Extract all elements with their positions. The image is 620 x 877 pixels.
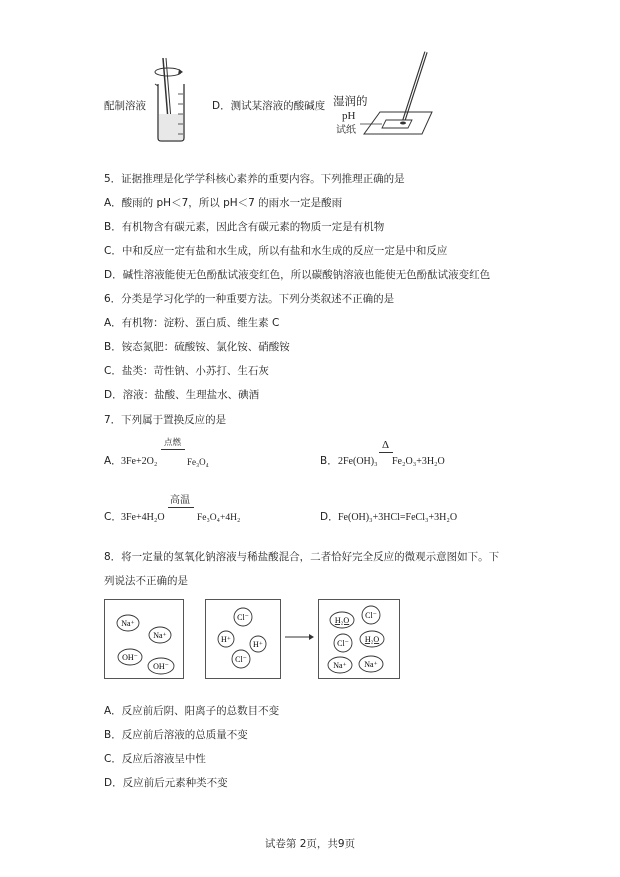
q6-option-b: B．铵态氮肥：硫酸铵、氯化铵、硝酸铵 bbox=[104, 341, 290, 353]
q8-stem-line-1: 8．将一定量的氢氧化钠溶液与稀盐酸混合，二者恰好完全反应的微观示意图如下。下 bbox=[104, 551, 500, 563]
q5-option-a: A．酸雨的 pH＜7，所以 pH＜7 的雨水一定是酸雨 bbox=[104, 197, 343, 209]
q6-option-c: C．盐类：苛性钠、小苏打、生石灰 bbox=[104, 365, 269, 377]
ion-na-2: Na⁺ bbox=[153, 631, 167, 640]
ion-na-4: Na⁺ bbox=[364, 660, 378, 669]
q7-option-b-products: Fe₂O₃+3H₂O bbox=[392, 456, 445, 467]
diagram-box-naoh-ions bbox=[104, 599, 184, 679]
ion-na-1: Na⁺ bbox=[121, 619, 135, 628]
q6-option-d: D．溶液：盐酸、生理盐水、碘酒 bbox=[104, 389, 260, 401]
q7-option-b-letter: B． bbox=[320, 455, 338, 467]
q8-option-a: A．反应前后阴、阳离子的总数目不变 bbox=[104, 705, 280, 717]
q7-option-a-products: Fe₃O₄ bbox=[187, 457, 209, 467]
option-c-label: 配制溶液 bbox=[104, 100, 146, 112]
ph-paper-label-2: pH bbox=[342, 110, 356, 122]
q6-stem: 6．分类是学习化学的一种重要方法。下列分类叙述不正确的是 bbox=[104, 293, 395, 305]
q5-option-b: B．有机物含有碳元素，因此含有碳元素的物质一定是有机物 bbox=[104, 221, 385, 233]
ion-cl-2: Cl⁻ bbox=[235, 655, 247, 664]
beaker-stirring-figure bbox=[150, 54, 200, 144]
q7-option-c-arrow-line bbox=[168, 507, 194, 508]
ph-paper-figure bbox=[360, 48, 440, 138]
q7-option-c-products: Fe₃O₄+4H₂ bbox=[197, 513, 241, 523]
ion-cl-1: Cl⁻ bbox=[237, 613, 249, 622]
q5-stem: 5．证据推理是化学学科核心素养的重要内容。下列推理正确的是 bbox=[104, 173, 405, 185]
q7-stem: 7．下列属于置换反应的是 bbox=[104, 414, 227, 426]
q6-option-a: A．有机物：淀粉、蛋白质、维生素 C bbox=[104, 317, 280, 329]
diagram-box-hcl-ions bbox=[205, 599, 281, 679]
q8-option-b: B．反应前后溶液的总质量不变 bbox=[104, 729, 248, 741]
diagram-box-product-particles bbox=[318, 599, 400, 679]
q7-option-b-arrow-line bbox=[379, 452, 393, 453]
q7-option-b-condition: Δ bbox=[382, 439, 390, 451]
q7-option-b-reactants: 2Fe(OH)₃ bbox=[338, 456, 378, 467]
q8-option-c: C．反应后溶液呈中性 bbox=[104, 753, 206, 765]
q8-stem-line-2: 列说法不正确的是 bbox=[104, 575, 188, 587]
q7-option-a-reactants: 3Fe+2O₂ bbox=[121, 456, 158, 467]
q7-option-c-condition: 高温 bbox=[170, 495, 190, 506]
ion-h-2: H⁺ bbox=[253, 640, 263, 649]
molecule-h2o-2: H₂O bbox=[364, 635, 380, 644]
molecule-h2o-1: H₂O bbox=[334, 616, 350, 625]
ion-cl-4: Cl⁻ bbox=[337, 639, 349, 648]
ph-paper-label-3: 试纸 bbox=[336, 125, 356, 136]
ion-oh-1: OH⁻ bbox=[122, 653, 138, 662]
q7-option-d-letter: D． bbox=[320, 511, 339, 523]
q5-option-c: C．中和反应一定有盐和水生成，所以有盐和水生成的反应一定是中和反应 bbox=[104, 245, 448, 257]
q7-option-c-letter: C． bbox=[104, 511, 122, 523]
ion-cl-3: Cl⁻ bbox=[365, 611, 377, 620]
reaction-arrow-icon bbox=[284, 632, 314, 642]
q7-option-d-equation: Fe(OH)₃+3HCl=FeCl₃+3H₂O bbox=[338, 512, 458, 523]
q7-option-a-letter: A． bbox=[104, 455, 122, 467]
q8-option-d: D．反应前后元素种类不变 bbox=[104, 777, 228, 789]
q7-option-c-reactants: 3Fe+4H₂O bbox=[121, 512, 165, 523]
q5-option-d: D．碱性溶液能使无色酚酞试液变红色，所以碳酸钠溶液也能使无色酚酞试液变红色 bbox=[104, 269, 491, 281]
page-footer: 试卷第 2页，共9页 bbox=[264, 838, 356, 850]
ion-h-1: H⁺ bbox=[221, 635, 231, 644]
ph-paper-label-1: 湿润的 bbox=[333, 94, 368, 108]
q7-option-a-condition: 点燃 bbox=[164, 438, 182, 448]
ion-oh-2: OH⁻ bbox=[153, 662, 169, 671]
q7-option-a-arrow-line bbox=[161, 449, 185, 450]
option-d-label: D．测试某溶液的酸碱度 bbox=[212, 100, 326, 112]
ion-na-3: Na⁺ bbox=[333, 661, 347, 670]
